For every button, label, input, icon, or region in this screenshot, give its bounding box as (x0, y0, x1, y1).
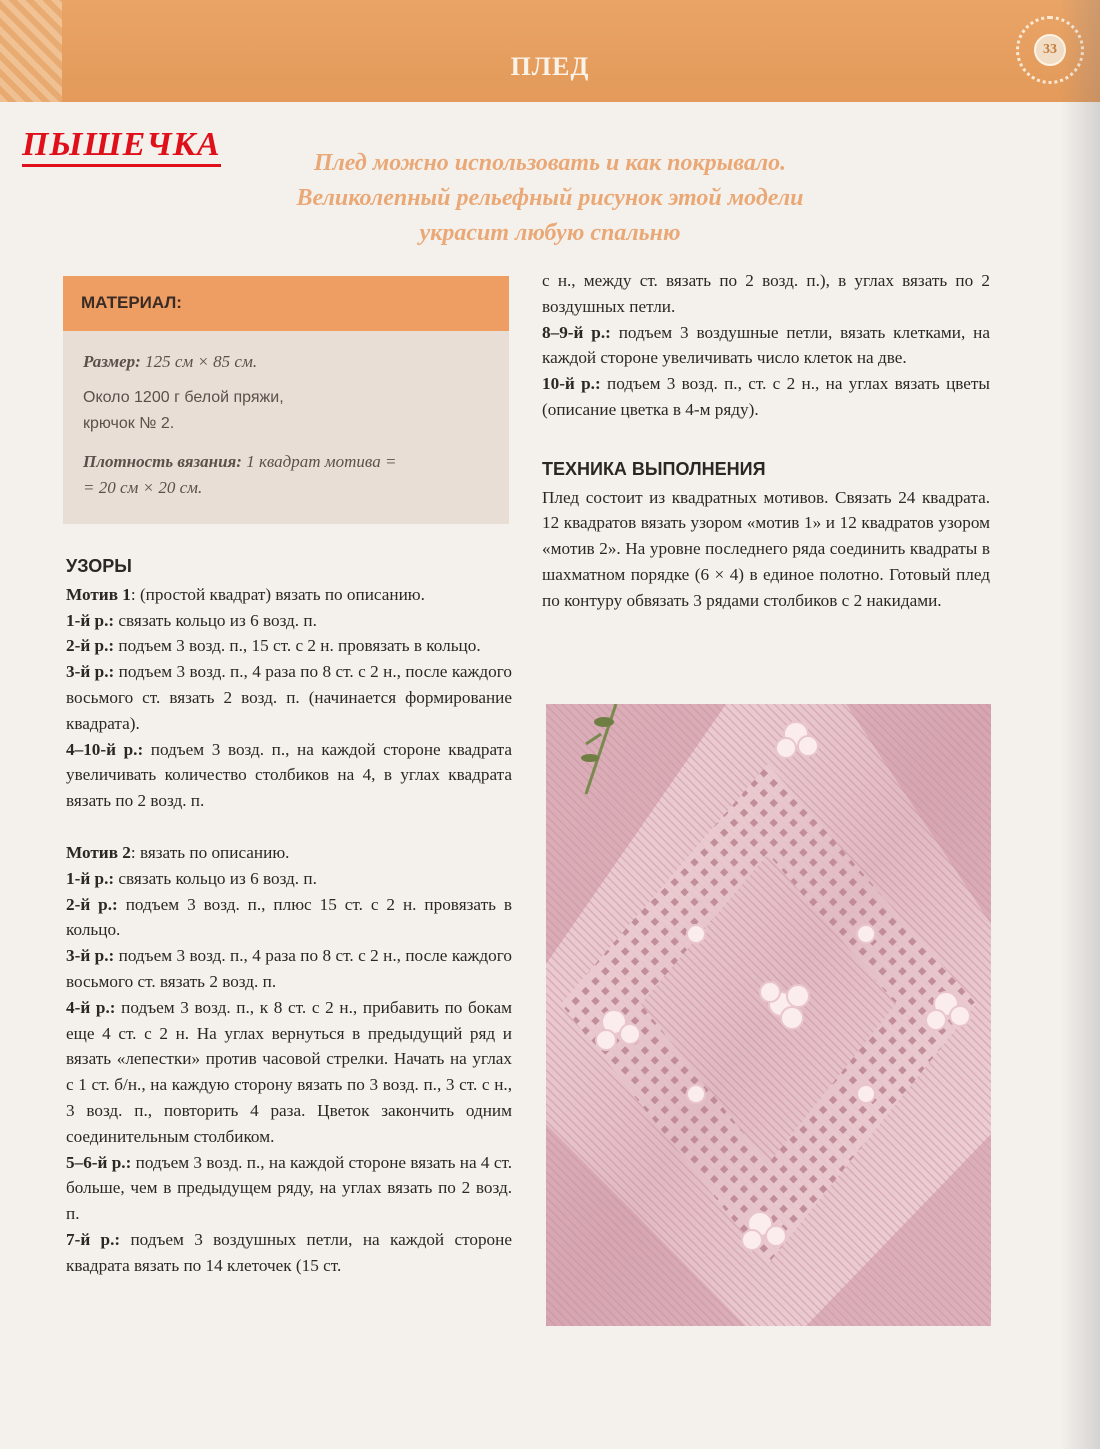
motif-2-paragraph (66, 1227, 512, 1279)
motif-1-paragraph (66, 608, 512, 634)
technique-paragraph: Плед состоит из квадратных мотивов. Связать 24 квадрата. 12 квадратов вязать узором «мотив 1» и 12 квадратов узором «мотив 2». На уровне последнего ряда соединить квадраты в шахматном порядке (6 × 4) в единое полотно. Готовый плед по контуру обвязать 3 рядами столбиков с 2 накидами. (542, 487, 990, 610)
page-title: ПЛЕД (510, 52, 590, 81)
motif-2-paragraph (66, 943, 512, 995)
row-paragraph (542, 371, 990, 423)
material-box (63, 276, 509, 524)
material-size (83, 349, 509, 375)
row-lead: 7-й р.: (66, 1229, 121, 1249)
right-column (542, 268, 990, 614)
row-lead: 4–10-й р.: (66, 739, 144, 759)
subtitle-line-2: Великолепный рельефный рисунок этой модели (296, 185, 804, 211)
row-text: подъем 3 воздушные петли, вязать клетками, на каждой стороне увеличивать число клеток на две. (542, 322, 990, 368)
row-lead: 10-й р.: (542, 374, 601, 394)
crochet-blanket-image (546, 704, 991, 1326)
row-lead: 4-й р.: (66, 997, 116, 1017)
row-lead: 2-й р.: (66, 636, 115, 656)
size-value: 125 см × 85 см. (140, 352, 258, 371)
material-density (83, 449, 509, 501)
page-number: 33 (1034, 34, 1066, 66)
row-lead: 1-й р.: (66, 868, 115, 888)
page-edge-shadow (1060, 0, 1100, 1449)
row-paragraph (542, 320, 990, 372)
row-text: подъем 3 возд. п., на каждой стороне вязать на 4 ст. больше, чем в предыдущем ряду, на углах вязать по 2 возд. п. (66, 1152, 512, 1224)
continuation-paragraph: с н., между ст. вязать по 2 возд. п.), в углах вязать по 2 воздушных петли. (542, 271, 990, 316)
motif-1-paragraph (66, 659, 512, 736)
row-text: подъем 3 возд. п., на каждой стороне квадрата увеличивать количество столбиков на 4, в углах квадрата вязать по 2 возд. п. (66, 739, 512, 811)
row-lead: Мотив 2 (66, 842, 131, 862)
row-lead: 1-й р.: (66, 610, 115, 630)
left-column (66, 554, 512, 1279)
row-text: подъем 3 возд. п., к 8 ст. с 2 н., прибавить по бокам еще 4 ст. с 2 н. На углах вернуться в предыдущий ряд и вязать «лепестки» против часовой стрелки. Начать на углах с 1 ст. б/н., на каждую сторону вязать по 3 возд. п., 3 ст. с н., 3 возд. п., повторить 4 раза. Цветок закончить одним соединительным столбиком. (66, 997, 512, 1146)
motif-2-paragraph (66, 840, 512, 866)
row-text: связать кольцо из 6 возд. п. (114, 868, 317, 888)
page-header (0, 0, 1100, 102)
material-heading: МАТЕРИАЛ: (63, 276, 509, 331)
technique-title: ТЕХНИКА ВЫПОЛНЕНИЯ (542, 458, 766, 479)
row-text: подъем 3 воздушных петли, на каждой стороне квадрата вязать по 14 клеточек (15 ст. (66, 1229, 512, 1275)
motif-2-paragraph (66, 866, 512, 892)
row-text: подъем 3 возд. п., 4 раза по 8 ст. с 2 н., после каждого восьмого ст. вязать 2 возд. п. (66, 946, 512, 991)
yarn-line-2: крючок № 2. (83, 415, 175, 432)
row-text: связать кольцо из 6 возд. п. (114, 610, 317, 630)
row-lead: 3-й р.: (66, 662, 115, 682)
subtitle (160, 146, 940, 251)
subtitle-line-3: украсит любую спальню (419, 220, 681, 246)
subtitle-line-1: Плед можно использовать и как покрывало. (313, 150, 787, 176)
row-text: подъем 3 возд. п., 4 раза по 8 ст. с 2 н., после каждого восьмого ст. вязать 2 возд. п. (начинается формирование квадрата). (66, 662, 512, 733)
density-value-2: = 20 см × 20 см. (83, 478, 203, 497)
row-lead: 8–9-й р.: (542, 322, 611, 342)
row-text: подъем 3 возд. п., 15 ст. с 2 н. провязать в кольцо. (114, 636, 481, 656)
row-lead: 5–6-й р.: (66, 1152, 132, 1172)
motif-2-paragraph (66, 1150, 512, 1227)
density-value: 1 квадрат мотива = (241, 452, 397, 471)
material-yarn (83, 385, 509, 437)
size-label: Размер: (83, 352, 141, 371)
motif-1-paragraph (66, 737, 512, 814)
row-text: подъем 3 возд. п., плюс 15 ст. с 2 н. провязать в кольцо. (66, 894, 512, 940)
motif-2-block (66, 840, 512, 1279)
yarn-line-1: Около 1200 г белой пряжи, (83, 389, 284, 406)
patterns-title: УЗОРЫ (66, 556, 132, 576)
row-text: : (простой квадрат) вязать по описанию. (130, 584, 425, 604)
row-lead: 2-й р.: (66, 894, 118, 914)
row-text: : вязать по описанию. (130, 842, 290, 862)
motif-1-block (66, 582, 512, 814)
row-text: подъем 3 возд. п., ст. с 2 н., на углах вязать цветы (описание цветка в 4-м ряду). (542, 374, 990, 419)
blanket-photo (546, 704, 991, 1326)
density-label: Плотность вязания: (83, 452, 242, 471)
page-number-badge (1012, 10, 1092, 90)
row-lead: Мотив 1 (66, 584, 131, 604)
header-ornament (0, 0, 62, 102)
motif-2-paragraph (66, 892, 512, 944)
row-lead: 3-й р.: (66, 946, 115, 966)
motif-1-paragraph (66, 582, 512, 608)
material-body (63, 331, 509, 501)
motif-2-paragraph (66, 995, 512, 1150)
motif-1-paragraph (66, 633, 512, 659)
watermark-text: ПЫШЕЧКА (22, 126, 221, 167)
